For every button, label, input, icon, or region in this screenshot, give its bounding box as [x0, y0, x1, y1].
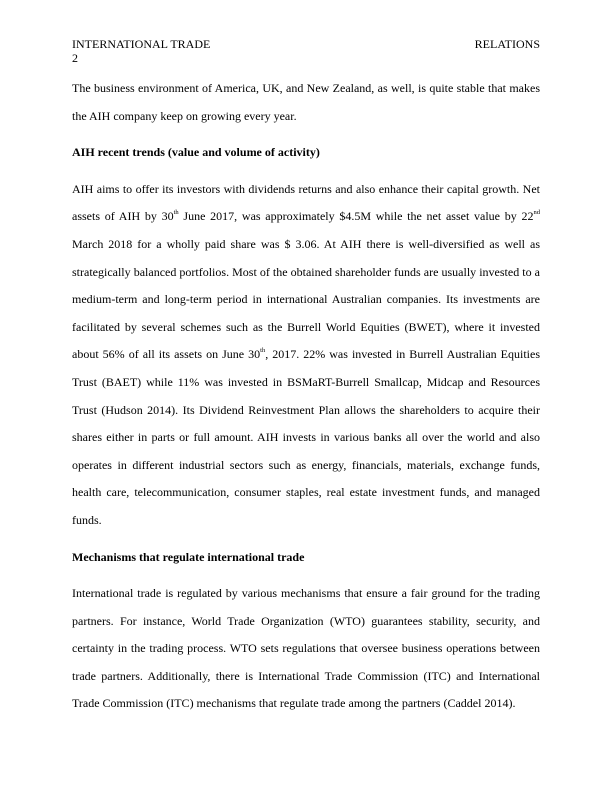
- header-title-left: INTERNATIONAL TRADE: [72, 37, 211, 51]
- ordinal-superscript: th: [173, 209, 179, 217]
- document-body: [72, 75, 540, 718]
- header-title-right: RELATIONS: [474, 37, 540, 51]
- trends-paragraph: AIH aims to offer its investors with dividends returns and also enhance their capital growth. Net assets of AIH by 30th June 2017, was approximately $4.5M while the net asset value by 22nd March 2018 for a wholly paid share was $ 3.06. At AIH there is well-diversified as well as strategically balanced portfolios. Most of the obtained shareholder funds are usually invested to a medium-term and long-term period in international Australian companies. Its investments are facilitated by several schemes such as the Burrell World Equities (BWET), where it invested about 56% of all its assets on June 30th, 2017. 22% was invested in Burrell Australian Equities Trust (BAET) while 11% was invested in BSMaRT-Burrell Smallcap, Midcap and Resources Trust (Hudson 2014). Its Dividend Reinvestment Plan allows the shareholders to acquire their shares either in parts or full amount. AIH invests in various banks all over the world and also operates in different industrial sectors such as energy, financials, materials, exchange funds, health care, telecommunication, consumer staples, real estate investment funds, and managed funds.: [72, 181, 540, 527]
- page-number: 2: [72, 51, 78, 65]
- intro-paragraph: The business environment of America, UK, and New Zealand, as well, is quite stable that makes the AIH company keep on growing every year.: [72, 81, 540, 123]
- ordinal-superscript: th: [260, 347, 266, 355]
- mechanisms-paragraph: International trade is regulated by various mechanisms that ensure a fair ground for the trading partners. For instance, World Trade Organization (WTO) guarantees stability, security, and certainty in the trading process. WTO sets regulations that oversee business operations between trade partners. Additionally, there is International Trade Commission (ITC) and International Trade Commission (ITC) mechanisms that regulate trade among the partners (Caddel 2014).: [72, 586, 540, 711]
- heading-mechanisms: Mechanisms that regulate international trade: [72, 549, 305, 564]
- heading-recent-trends: AIH recent trends (value and volume of activity): [72, 145, 320, 160]
- running-header: [72, 37, 540, 65]
- ordinal-superscript: nd: [533, 209, 540, 217]
